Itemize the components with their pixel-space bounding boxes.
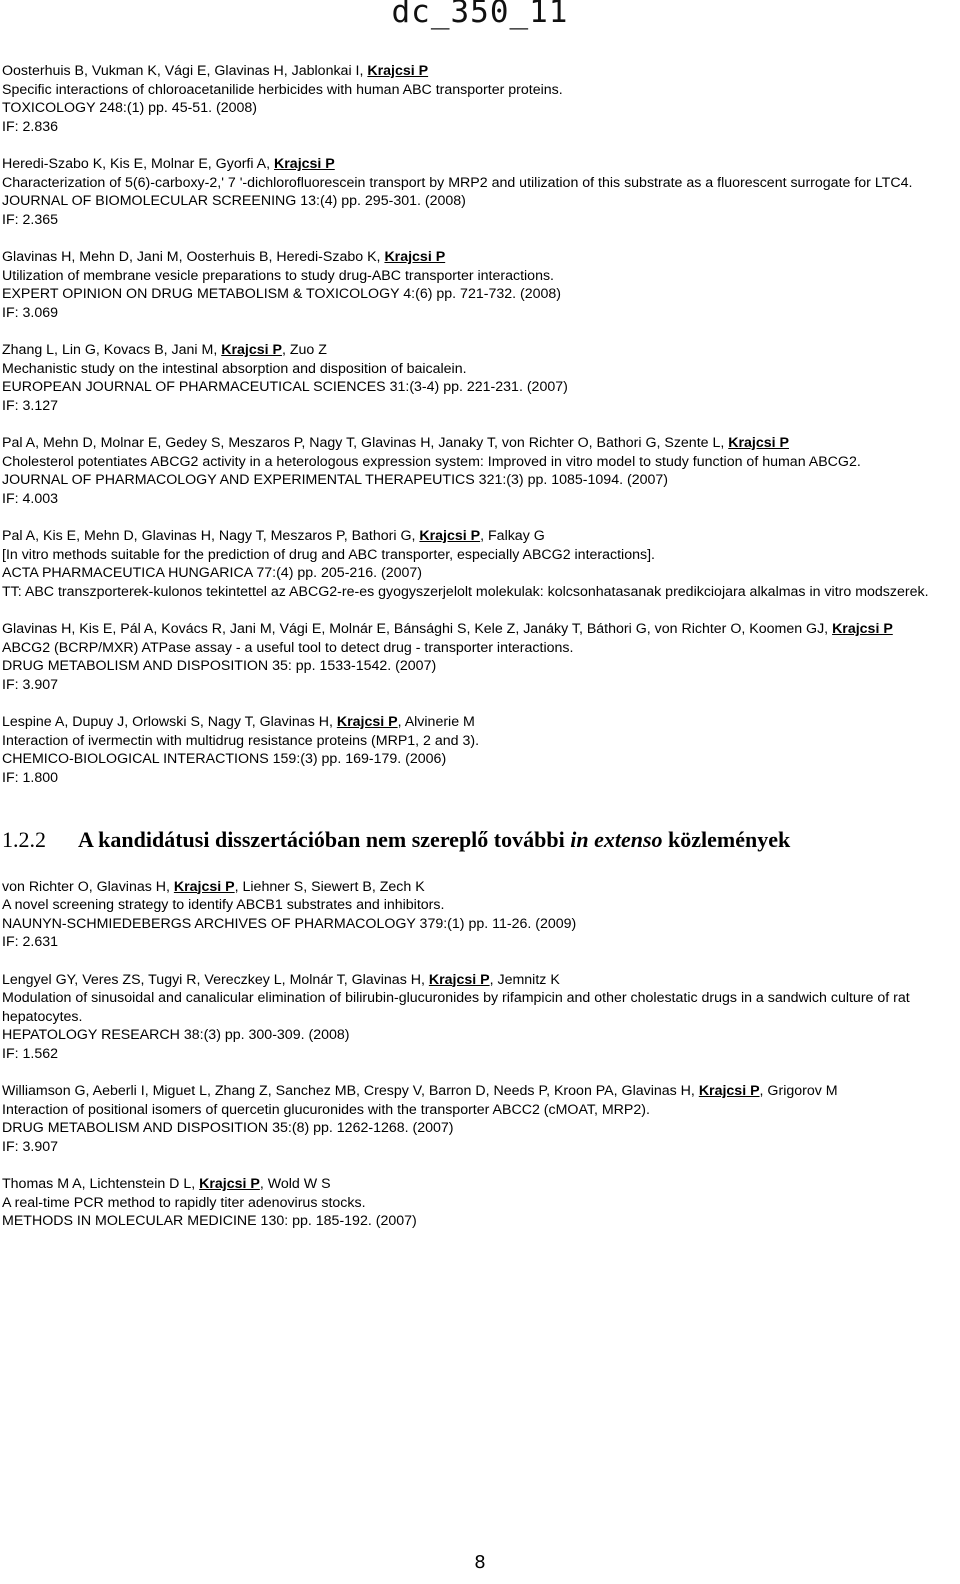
publication-title: Modulation of sinusoidal and canalicular elimination of bilirubin-glucuronides by rifampicin and other cholestatic drugs in a sandwich culture of rat hepatocytes.	[2, 990, 910, 1025]
publication-title: Characterization of 5(6)-carboxy-2,' 7 '-dichlorofluorescein transport by MRP2 and utilization of this substrate as a fluorescent surrogate for LTC4.	[2, 174, 913, 191]
authors-before: Thomas M A, Lichtenstein D L,	[2, 1176, 200, 1192]
authors-before: Zhang L, Lin G, Kovacs B, Jani M,	[2, 342, 222, 358]
publication-entry	[2, 527, 954, 601]
publication-title: Interaction of ivermectin with multidrug resistance proteins (MRP1, 2 and 3).	[2, 732, 480, 749]
publication-title: Mechanistic study on the intestinal absorption and disposition of baicalein.	[2, 360, 467, 377]
publication-impact-factor: IF: 1.562	[2, 1045, 58, 1062]
publication-impact-factor: IF: 2.836	[2, 118, 58, 135]
authors-before: Glavinas H, Mehn D, Jani M, Oosterhuis B, Heredi-Szabo K,	[2, 249, 385, 265]
publication-journal: DRUG METABOLISM AND DISPOSITION 35: pp. 1533-1542. (2007)	[2, 658, 437, 674]
publication-journal: NAUNYN-SCHMIEDEBERGS ARCHIVES OF PHARMACOLOGY 379:(1) pp. 11-26. (2009)	[2, 915, 577, 932]
publication-impact-factor: IF: 2.631	[2, 934, 58, 950]
publication-group-a	[2, 62, 954, 787]
highlighted-author: Krajcsi P	[173, 878, 235, 895]
publication-journal: EUROPEAN JOURNAL OF PHARMACEUTICAL SCIENCES 31:(3-4) pp. 221-231. (2007)	[2, 379, 568, 395]
highlighted-author: Krajcsi P	[698, 1083, 760, 1099]
highlighted-author: Krajcsi P	[419, 528, 481, 544]
publication-authors	[2, 971, 954, 990]
section-title-italic: in extenso	[570, 827, 663, 852]
publication-entry	[2, 62, 954, 136]
publication-title: Utilization of membrane vesicle preparations to study drug-ABC transporter interactions.	[2, 267, 554, 284]
publication-entry	[2, 155, 954, 229]
publication-journal: DRUG METABOLISM AND DISPOSITION 35:(8) pp. 1262-1268. (2007)	[2, 1120, 454, 1136]
authors-before: von Richter O, Glavinas H,	[2, 878, 174, 895]
authors-after: , Zuo Z	[281, 342, 327, 358]
publication-journal: CHEMICO-BIOLOGICAL INTERACTIONS 159:(3) pp. 169-179. (2006)	[2, 751, 447, 767]
highlighted-author: Krajcsi P	[367, 63, 429, 79]
authors-before: Oosterhuis B, Vukman K, Vági E, Glavinas H, Jablonkai I,	[2, 63, 368, 79]
publication-journal: JOURNAL OF PHARMACOLOGY AND EXPERIMENTAL THERAPEUTICS 321:(3) pp. 1085-1094. (2007)	[2, 472, 668, 488]
publication-authors	[2, 248, 954, 267]
highlighted-author: Krajcsi P	[274, 156, 335, 172]
authors-after: , Grigorov M	[759, 1083, 838, 1099]
publication-authors	[2, 1175, 954, 1194]
highlighted-author: Krajcsi P	[199, 1176, 260, 1192]
publication-title: [In vitro methods suitable for the prediction of drug and ABC transporter, especially ABCG2 interactions].	[2, 546, 655, 563]
authors-after: , Falkay G	[480, 528, 545, 544]
publication-entry	[2, 341, 954, 415]
publication-title: A novel screening strategy to identify ABCB1 substrates and inhibitors.	[2, 897, 445, 913]
publication-entry	[2, 1082, 954, 1156]
highlighted-author: Krajcsi P	[221, 342, 282, 358]
publication-authors	[2, 341, 954, 360]
authors-before: Lengyel GY, Veres ZS, Tugyi R, Vereczkey L, Molnár T, Glavinas H,	[2, 971, 429, 988]
publication-impact-factor: IF: 3.907	[2, 1138, 58, 1155]
page-number: 8	[474, 1552, 486, 1573]
authors-before: Pal A, Kis E, Mehn D, Glavinas H, Nagy T, Meszaros P, Bathori G,	[2, 528, 420, 544]
publication-journal: EXPERT OPINION ON DRUG METABOLISM & TOXICOLOGY 4:(6) pp. 721-732. (2008)	[2, 286, 562, 302]
publication-journal: METHODS IN MOLECULAR MEDICINE 130: pp. 185-192. (2007)	[2, 1213, 417, 1229]
publication-entry	[2, 713, 954, 787]
section-title-part-2: közlemények	[662, 827, 791, 852]
highlighted-author: Krajcsi P	[336, 714, 398, 730]
section-title-part-1: A kandidátusi disszertációban nem szereplő további	[78, 827, 571, 852]
authors-before: Glavinas H, Kis E, Pál A, Kovács R, Jani M, Vági E, Molnár E, Bánsághi S, Kele Z, Janáky T, Báthori G, von Richter O, Koomen GJ,	[2, 621, 833, 637]
publication-journal: JOURNAL OF BIOMOLECULAR SCREENING 13:(4) pp. 295-301. (2008)	[2, 193, 466, 209]
publication-impact-factor: IF: 3.069	[2, 304, 58, 321]
authors-after: , Jemnitz K	[489, 971, 560, 988]
document-id-header: dc_350_11	[391, 0, 569, 30]
authors-before: Pal A, Mehn D, Molnar E, Gedey S, Meszaros P, Nagy T, Glavinas H, Janaky T, von Richter O, Bathori G, Szente L,	[2, 435, 729, 451]
publication-impact-factor: IF: 2.365	[2, 211, 58, 228]
authors-before: Williamson G, Aeberli I, Miguet L, Zhang Z, Sanchez MB, Crespy V, Barron D, Needs P, Kroon PA, Glavinas H,	[2, 1083, 699, 1099]
publication-title: Interaction of positional isomers of quercetin glucuronides with the transporter ABCC2 (cMOAT, MRP2).	[2, 1101, 650, 1118]
publication-authors	[2, 434, 954, 453]
section-heading	[2, 827, 954, 852]
authors-after: , Alvinerie M	[397, 714, 475, 730]
publication-journal: TOXICOLOGY 248:(1) pp. 45-51. (2008)	[2, 100, 257, 116]
publication-entry	[2, 248, 954, 322]
authors-before: Lespine A, Dupuy J, Orlowski S, Nagy T, Glavinas H,	[2, 714, 337, 730]
highlighted-author: Krajcsi P	[832, 621, 893, 637]
publication-authors	[2, 62, 954, 81]
publication-authors	[2, 527, 954, 546]
publication-authors	[2, 155, 954, 174]
publication-authors	[2, 878, 954, 897]
publication-list	[2, 62, 954, 1250]
section-number: 1.2.2	[2, 827, 46, 852]
publication-authors	[2, 620, 954, 639]
publication-entry	[2, 1175, 954, 1231]
publication-entry	[2, 434, 954, 508]
publication-title: ABCG2 (BCRP/MXR) ATPase assay - a useful tool to detect drug - transporter interactions.	[2, 639, 574, 656]
publication-impact-factor: IF: 4.003	[2, 490, 58, 507]
publication-authors	[2, 713, 954, 732]
publication-title: Cholesterol potentiates ABCG2 activity in a heterologous expression system: Improved in vitro model to study function of human ABCG2.	[2, 453, 861, 470]
highlighted-author: Krajcsi P	[428, 971, 490, 988]
publication-authors	[2, 1082, 954, 1101]
publication-impact-factor: TT: ABC transzporterek-kulonos tekintettel az ABCG2-re-es gyogyszerjelolt molekulak: kolcsonhatasanak predikciojara alkalmas in vitro modszerek.	[2, 583, 929, 600]
highlighted-author: Krajcsi P	[384, 249, 446, 265]
publication-impact-factor: IF: 1.800	[2, 769, 58, 786]
publication-entry	[2, 620, 954, 694]
authors-before: Heredi-Szabo K, Kis E, Molnar E, Gyorfi A,	[2, 156, 275, 172]
authors-after: , Liehner S, Siewert B, Zech K	[234, 878, 425, 895]
publication-journal: HEPATOLOGY RESEARCH 38:(3) pp. 300-309. (2008)	[2, 1027, 350, 1043]
publication-group-b	[2, 878, 954, 1231]
highlighted-author: Krajcsi P	[728, 435, 789, 451]
authors-after: , Wold W S	[259, 1176, 331, 1192]
publication-entry	[2, 878, 954, 952]
publication-title: A real-time PCR method to rapidly titer adenovirus stocks.	[2, 1194, 366, 1211]
publication-impact-factor: IF: 3.127	[2, 397, 58, 414]
publication-title: Specific interactions of chloroacetanilide herbicides with human ABC transporter proteins.	[2, 81, 563, 98]
publication-entry	[2, 971, 954, 1064]
publication-journal: ACTA PHARMACEUTICA HUNGARICA 77:(4) pp. 205-216. (2007)	[2, 565, 422, 581]
publication-impact-factor: IF: 3.907	[2, 676, 58, 693]
